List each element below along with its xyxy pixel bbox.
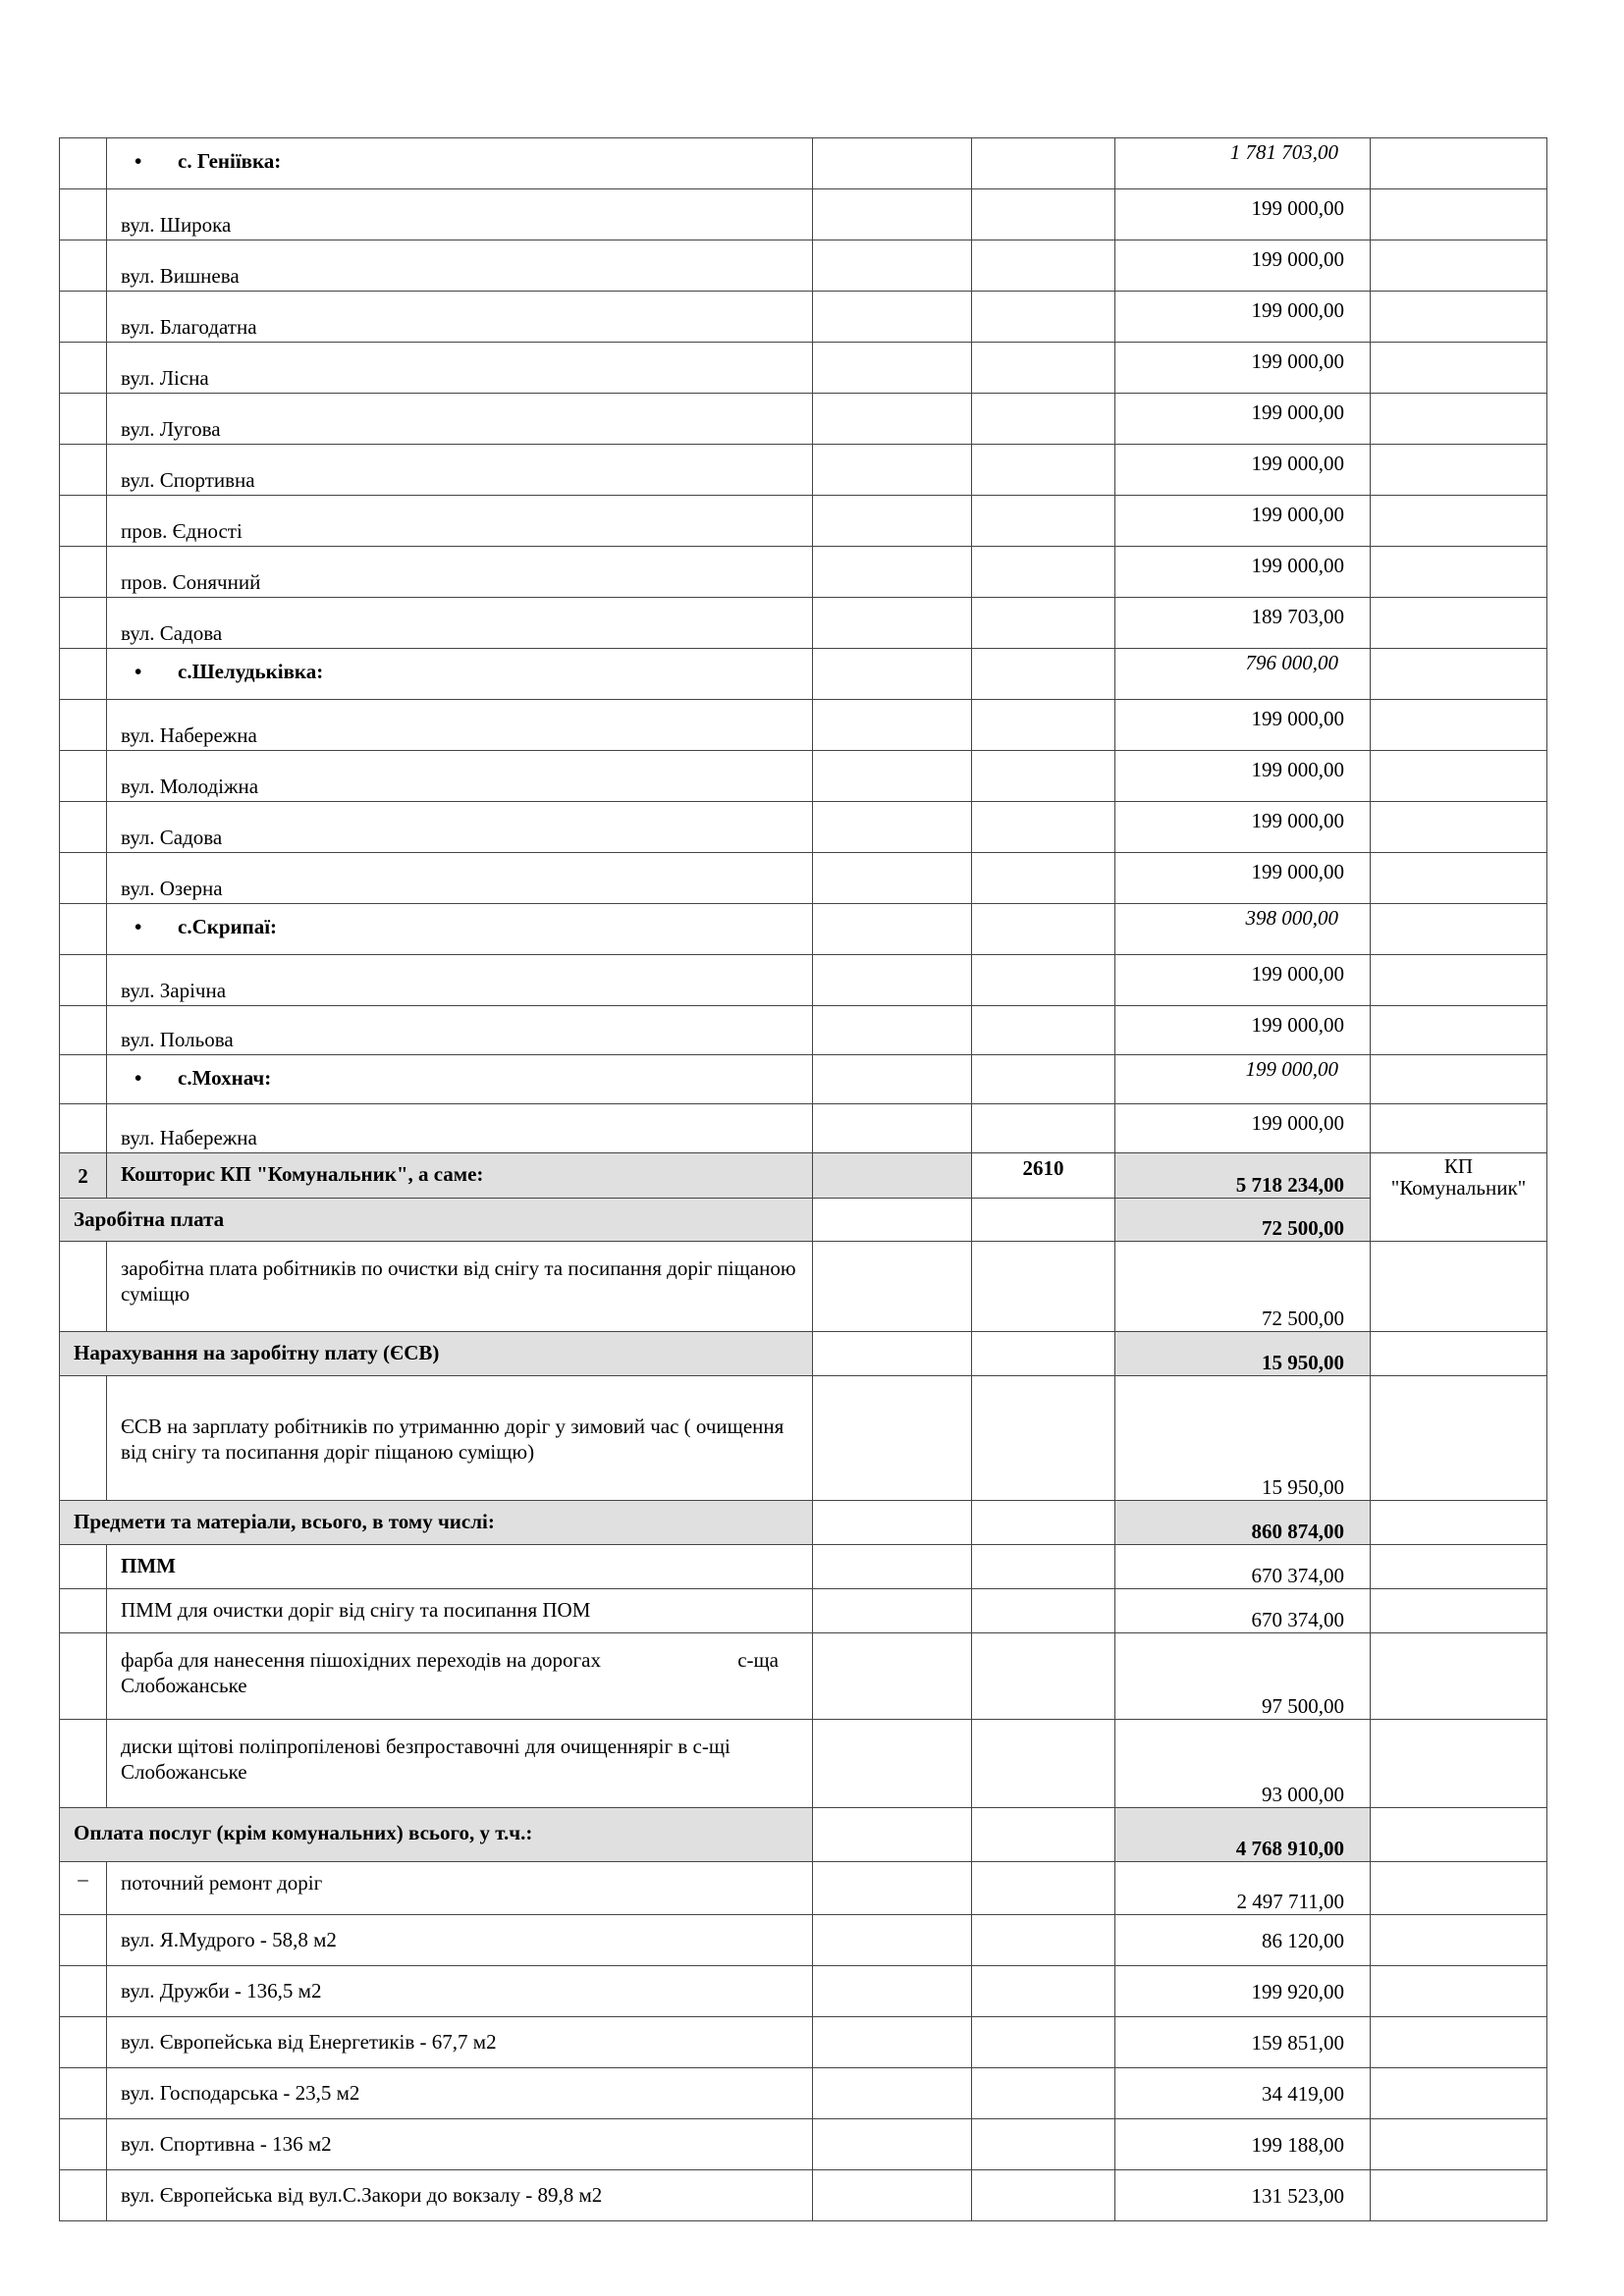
- services-total: 4 768 910,00: [1235, 1837, 1344, 1860]
- repair-item-row: [60, 2017, 1547, 2068]
- salary-title: Заробітна плата: [74, 1207, 225, 1231]
- bullet-icon: •: [135, 149, 142, 173]
- street-name: вул. Озерна: [121, 877, 223, 900]
- village-name: с.Скрипаї:: [178, 915, 278, 938]
- repair-item-row: [60, 2119, 1547, 2170]
- repair-item-amount: 131 523,00: [1251, 2183, 1344, 2208]
- repair-label: поточний ремонт доріг: [121, 1871, 323, 1895]
- street-name: вул. Молодіжна: [121, 774, 259, 798]
- street-name: пров. Сонячний: [121, 570, 261, 594]
- salary-item: заробітна плата робітників по очистки від снігу та посипання доріг піщаною суміщю: [121, 1256, 796, 1306]
- salary-total: 72 500,00: [1262, 1216, 1344, 1240]
- budget-table: [59, 137, 1547, 2221]
- street-name: вул. Благодатна: [121, 315, 257, 339]
- services-row: [60, 1808, 1547, 1862]
- street-amount: 199 000,00: [1251, 247, 1344, 271]
- paint-item: фарба для нанесення пішохідних переходів на дорогах: [121, 1648, 601, 1672]
- pmm-item-amount: 670 374,00: [1251, 1608, 1344, 1631]
- esv-item-row: [60, 1376, 1547, 1501]
- street-amount: 199 000,00: [1251, 758, 1344, 781]
- street-row: [60, 343, 1547, 394]
- repair-item-row: [60, 2170, 1547, 2221]
- village-total: 1 781 703,00: [1229, 140, 1338, 164]
- paint-amount: 97 500,00: [1262, 1694, 1344, 1718]
- street-name: вул. Садова: [121, 621, 223, 645]
- street-row: [60, 700, 1547, 751]
- street-row: [60, 751, 1547, 802]
- street-amount: 199 000,00: [1251, 962, 1344, 986]
- kp-title: Кошторис КП "Комунальник", а саме:: [121, 1162, 484, 1186]
- discs-item: диски щітові поліпропіленові безпроставочні для очищенняріг в с-щі Слобожанське: [121, 1735, 731, 1784]
- street-amount: 199 000,00: [1251, 707, 1344, 730]
- street-amount: 199 000,00: [1251, 503, 1344, 526]
- responsible: КП "Комунальник": [1390, 1154, 1527, 1200]
- street-amount: 199 000,00: [1251, 298, 1344, 322]
- salary-item-amount: 72 500,00: [1262, 1307, 1344, 1330]
- repair-item-amount: 199 920,00: [1251, 1979, 1344, 2003]
- street-name: вул. Набережна: [121, 723, 257, 747]
- esv-title: Нарахування на заробітну плату (ЄСВ): [74, 1341, 440, 1364]
- street-name: пров. Єдності: [121, 519, 243, 543]
- pmm-amount: 670 374,00: [1251, 1564, 1344, 1587]
- street-row: [60, 598, 1547, 649]
- street-name: вул. Лугова: [121, 417, 221, 441]
- esv-item-amount: 15 950,00: [1262, 1475, 1344, 1499]
- street-name: вул. Набережна: [121, 1126, 257, 1149]
- repair-item-row: [60, 1915, 1547, 1966]
- street-row: [60, 1006, 1547, 1055]
- street-amount: 199 000,00: [1251, 400, 1344, 424]
- repair-item-name: вул. Європейська від Енергетиків - 67,7 м2: [121, 2030, 497, 2054]
- repair-item-name: вул. Спортивна - 136 м2: [121, 2132, 332, 2156]
- street-amount: 199 000,00: [1251, 809, 1344, 832]
- repair-item-amount: 34 419,00: [1262, 2081, 1344, 2106]
- repair-total: 2 497 711,00: [1236, 1890, 1344, 1913]
- bullet-icon: •: [135, 660, 142, 683]
- repair-item-name: вул. Я.Мудрого - 58,8 м2: [121, 1928, 337, 1951]
- materials-title: Предмети та матеріали, всього, в тому числі:: [74, 1510, 495, 1533]
- esv-row: [60, 1332, 1547, 1376]
- village-name: с.Шелудьківка:: [178, 660, 324, 683]
- street-row: [60, 445, 1547, 496]
- street-name: вул. Широка: [121, 213, 232, 237]
- street-amount: 199 000,00: [1251, 452, 1344, 475]
- bullet-icon: •: [135, 1066, 142, 1090]
- village-name: с. Генiївка:: [178, 149, 282, 173]
- street-row: [60, 853, 1547, 904]
- street-row: [60, 547, 1547, 598]
- esv-total: 15 950,00: [1262, 1351, 1344, 1374]
- street-name: вул. Лісна: [121, 366, 209, 390]
- row-number: 2: [78, 1164, 88, 1188]
- repair-item-name: вул. Європейська від вул.С.Закори до вокзалу - 89,8 м2: [121, 2183, 603, 2207]
- dash-icon: –: [78, 1867, 88, 1891]
- street-row: [60, 292, 1547, 343]
- street-name: вул. Спортивна: [121, 468, 255, 492]
- salary-row: [60, 1199, 1547, 1242]
- street-row: [60, 496, 1547, 547]
- esv-item: ЄСВ на зарплату робітників по утриманню доріг у зимовий час ( очищення від снігу та посипання доріг піщаною суміщю): [121, 1415, 785, 1464]
- street-row: [60, 1104, 1547, 1153]
- village-total: 398 000,00: [1245, 906, 1338, 930]
- street-amount: 199 000,00: [1251, 554, 1344, 577]
- repair-item-row: [60, 1966, 1547, 2017]
- discs-amount: 93 000,00: [1262, 1783, 1344, 1806]
- repair-item-row: [60, 2068, 1547, 2119]
- street-name: вул. Садова: [121, 826, 223, 849]
- village-row-genivka: [60, 138, 1547, 189]
- street-amount: 189 703,00: [1251, 605, 1344, 628]
- street-row: [60, 394, 1547, 445]
- kp-budget-row: [60, 1153, 1547, 1199]
- street-row: [60, 240, 1547, 292]
- repair-item-name: вул. Дружби - 136,5 м2: [121, 1979, 322, 2002]
- street-amount: 199 000,00: [1251, 349, 1344, 373]
- street-amount: 199 000,00: [1251, 860, 1344, 883]
- street-name: вул. Вишнева: [121, 264, 240, 288]
- paint-item-line2: Слобожанське: [121, 1674, 247, 1697]
- street-name: вул. Польова: [121, 1028, 234, 1051]
- village-row-skrypai: [60, 904, 1547, 955]
- repair-item-name: вул. Господарська - 23,5 м2: [121, 2081, 360, 2105]
- paint-item-row: [60, 1633, 1547, 1720]
- discs-item-row: [60, 1720, 1547, 1808]
- repair-item-amount: 199 188,00: [1251, 2132, 1344, 2157]
- pmm-item: ПММ для очистки доріг від снігу та посипання ПОМ: [121, 1598, 591, 1622]
- village-total: 796 000,00: [1245, 651, 1338, 674]
- street-amount: 199 000,00: [1251, 196, 1344, 220]
- village-name: с.Мохнач:: [178, 1066, 272, 1090]
- street-amount: 199 000,00: [1251, 1111, 1344, 1135]
- materials-total: 860 874,00: [1251, 1520, 1344, 1543]
- street-name: вул. Зарічна: [121, 979, 227, 1002]
- pmm-row: [60, 1545, 1547, 1589]
- street-row: [60, 802, 1547, 853]
- street-row: [60, 955, 1547, 1006]
- paint-item-right: с-ща: [737, 1648, 779, 1672]
- services-title: Оплата послуг (крім комунальних) всього, у т.ч.:: [74, 1821, 533, 1844]
- repair-item-amount: 159 851,00: [1251, 2030, 1344, 2055]
- pmm-label: ПММ: [121, 1554, 176, 1577]
- street-amount: 199 000,00: [1251, 1013, 1344, 1037]
- repair-row: [60, 1862, 1547, 1915]
- salary-item-row: [60, 1242, 1547, 1332]
- village-row-sheludkivka: [60, 649, 1547, 700]
- village-total: 199 000,00: [1245, 1057, 1338, 1081]
- bullet-icon: •: [135, 915, 142, 938]
- pmm-item-row: [60, 1589, 1547, 1633]
- street-row: [60, 189, 1547, 240]
- budget-code: 2610: [1022, 1156, 1064, 1180]
- kp-total: 5 718 234,00: [1235, 1173, 1344, 1197]
- village-row-mokhnach: [60, 1055, 1547, 1104]
- materials-row: [60, 1501, 1547, 1545]
- repair-item-amount: 86 120,00: [1262, 1928, 1344, 1952]
